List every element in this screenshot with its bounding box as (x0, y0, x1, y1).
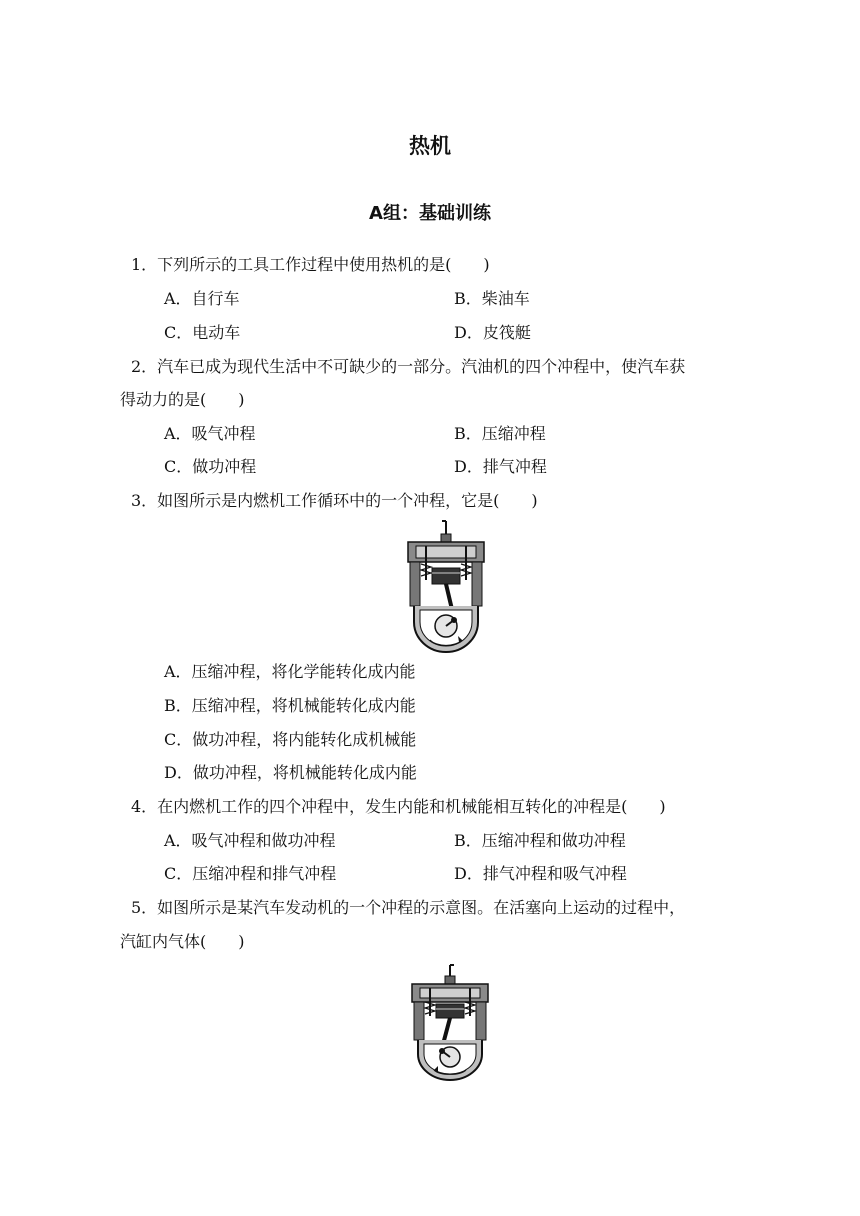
question-1-option-d: D．皮筏艇 (454, 323, 531, 342)
question-3-option-b: B．压缩冲程，将机械能转化成内能 (164, 696, 416, 715)
question-2-option-a: A．吸气冲程 (164, 424, 256, 443)
question-5-stem-continued: 汽缸内气体( ) (120, 932, 245, 951)
question-4-stem: 4．在内燃机工作的四个冲程中，发生内能和机械能相互转化的冲程是( ) (131, 797, 666, 816)
question-1-option-b: B．柴油车 (454, 289, 530, 308)
question-3-stem: 3．如图所示是内燃机工作循环中的一个冲程，它是( ) (131, 491, 538, 510)
question-4-option-b: B．压缩冲程和做功冲程 (454, 831, 626, 850)
question-3-option-a: A．压缩冲程，将化学能转化成内能 (164, 662, 416, 681)
question-2-stem: 2．汽车已成为现代生活中不可缺少的一部分。汽油机的四个冲程中，使汽车获 (131, 357, 686, 376)
question-2-stem-continued: 得动力的是( ) (120, 390, 245, 409)
question-4-option-a: A．吸气冲程和做功冲程 (164, 831, 336, 850)
question-3-option-d: D．做功冲程，将机械能转化成内能 (164, 763, 417, 782)
engine-cylinder-diagram-icon (408, 962, 492, 1082)
question-5-stem: 5．如图所示是某汽车发动机的一个冲程的示意图。在活塞向上运动的过程中， (131, 898, 686, 917)
question-2-option-d: D．排气冲程 (454, 457, 547, 476)
section-heading: A组：基础训练 (369, 203, 491, 224)
question-4-option-d: D．排气冲程和吸气冲程 (454, 864, 627, 883)
question-3-option-c: C．做功冲程，将内能转化成机械能 (164, 730, 417, 749)
page-title: 热机 (409, 134, 451, 158)
question-1-option-c: C．电动车 (164, 323, 241, 342)
question-1-stem: 1．下列所示的工具工作过程中使用热机的是( ) (131, 255, 490, 274)
engine-cylinder-diagram-icon (404, 518, 488, 654)
question-4-option-c: C．压缩冲程和排气冲程 (164, 864, 337, 883)
question-1-option-a: A．自行车 (164, 289, 240, 308)
question-2-option-b: B．压缩冲程 (454, 424, 546, 443)
question-2-option-c: C．做功冲程 (164, 457, 257, 476)
